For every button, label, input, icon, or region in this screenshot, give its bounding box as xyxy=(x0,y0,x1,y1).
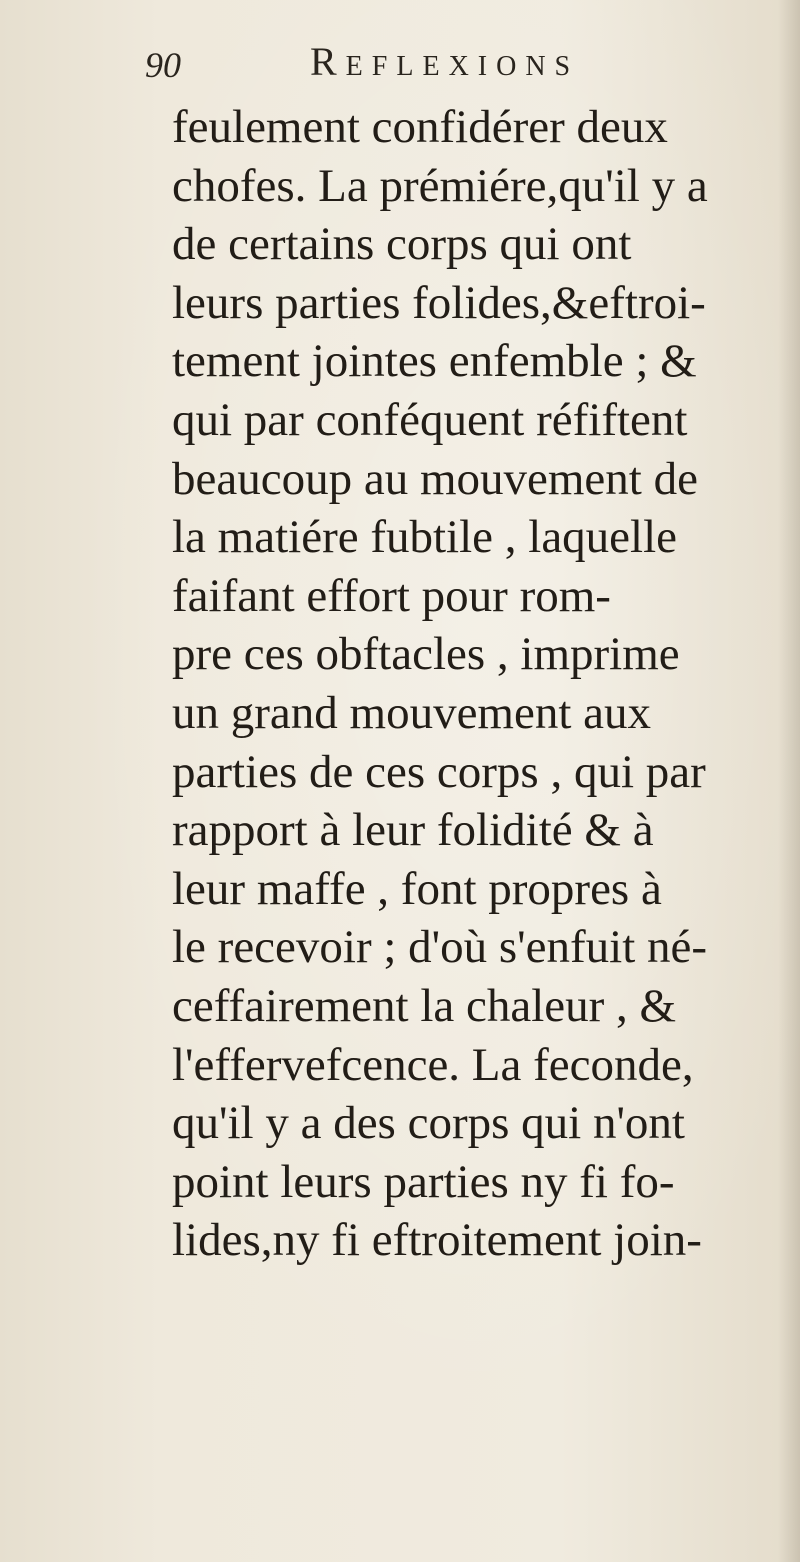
running-head-title: Reflexions xyxy=(310,39,580,84)
running-head xyxy=(145,38,705,88)
text-line: faifant effort pour rom- xyxy=(172,569,611,622)
text-line: rapport à leur folidité & à xyxy=(172,804,654,857)
text-line: tement jointes enfemble ; & xyxy=(172,335,697,388)
text-line: un grand mouvement aux xyxy=(172,686,652,739)
text-line: point leurs parties ny fi fo- xyxy=(172,1155,675,1208)
text-line: feulement confidérer deux xyxy=(172,101,668,153)
body-text xyxy=(172,98,772,1270)
text-line: lides,ny fi eftroitement join- xyxy=(172,1214,702,1267)
text-line: leurs parties folides,&eftroi- xyxy=(172,276,706,329)
page-edge-shadow xyxy=(778,0,800,1562)
text-line: de certains corps qui ont xyxy=(172,218,632,271)
text-line: parties de ces corps , qui par xyxy=(172,745,706,798)
page-number: 90 xyxy=(145,45,181,85)
text-line: le recevoir ; d'où s'enfuit né- xyxy=(172,921,708,974)
text-line: qui par conféquent réfiftent xyxy=(172,393,688,446)
text-line: la matiére fubtile , laquelle xyxy=(172,511,678,564)
text-line: leur maffe , font propres à xyxy=(172,862,662,915)
text-line: chofes. La prémiére,qu'il y a xyxy=(172,159,708,212)
text-line: beaucoup au mouvement de xyxy=(172,452,698,505)
text-line: l'effervefcence. La feconde, xyxy=(172,1038,694,1091)
text-line: qu'il y a des corps qui n'ont xyxy=(172,1097,685,1150)
text-line: pre ces obftacles , imprime xyxy=(172,628,680,681)
text-line: ceffairement la chaleur , & xyxy=(172,979,677,1032)
